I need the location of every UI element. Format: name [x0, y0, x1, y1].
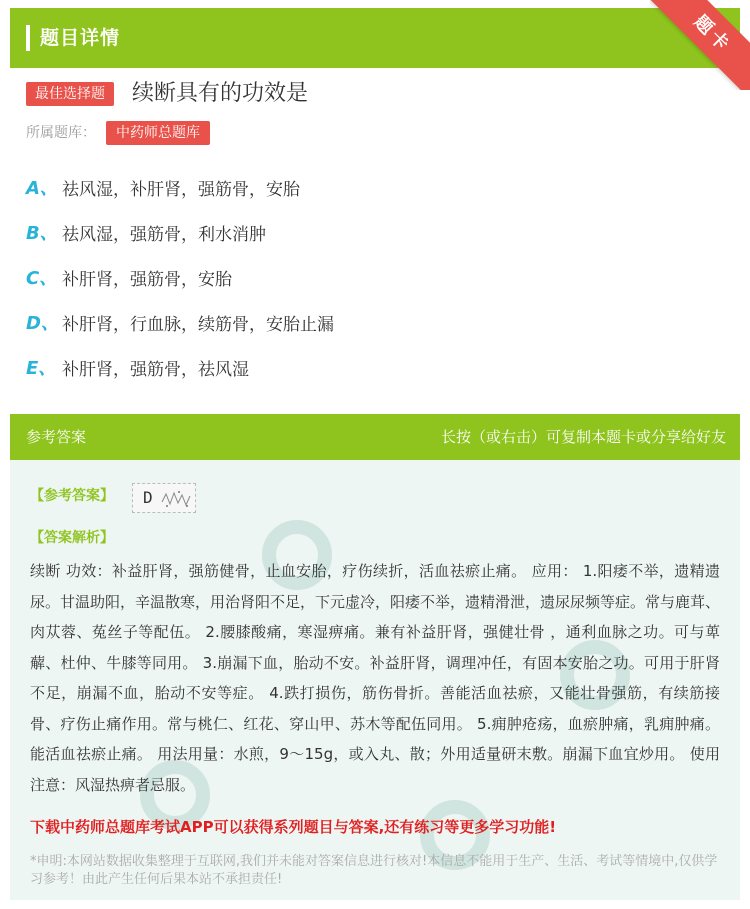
analysis-text: 续断 功效：补益肝肾，强筋健骨，止血安胎，疗伤续折，活血祛瘀止痛。 应用： 1.阳痿不举，遗精遗尿。甘温助阳，辛温散寒，用治肾阳不足，下元虚冷，阳痿不举，遗精滑泄，遗尿尿频等症。常与鹿茸、肉苁蓉、菟丝子等配伍。 2.腰膝酸痛，寒湿痹痛。兼有补益肝肾，强健壮骨 ，通利血脉之功。可与萆薢、杜仲、牛膝等同用。 3.崩漏下血，胎动不安。补益肝肾，调理冲任，有固本安胎之功。可用于肝肾不足，崩漏不血，胎动不安等症。 4.跌打损伤，筋伤骨折。善能活血祛瘀，又能壮骨强筋，有续筋接骨、疗伤止痛作用。常与桃仁、红花、穿山甲、苏木等配伍同用。 5.痈肿疮疡，血瘀肿痛，乳痈肿痛。能活血祛瘀止痛。 用法用量：水煎，9～15g，或入丸、散；外用适量研末敷。崩漏下血宜炒用。 使用注意：风湿热痹者忌服。	[30, 562, 721, 794]
option-a[interactable]	[26, 172, 300, 202]
ribbon-label: 题卡	[689, 11, 736, 58]
bank-label: 所属题库：	[26, 125, 96, 141]
noise-icon	[161, 490, 191, 508]
option-b[interactable]	[26, 217, 266, 247]
option-text: 补肝肾，行血脉，续筋骨，安胎止漏	[62, 314, 334, 335]
option-text: 祛风湿，强筋骨，利水消肿	[62, 224, 266, 245]
app-download-promo[interactable]: 下载中药师总题库考试APP可以获得系列题目与答案,还有练习等更多学习功能!	[30, 818, 557, 836]
option-e[interactable]	[26, 352, 249, 382]
option-text: 补肝肾，强筋骨，安胎	[62, 269, 232, 290]
bank-name-link[interactable]: 中药师总题库	[106, 121, 210, 145]
option-letter: A、	[26, 178, 58, 199]
option-text: 祛风湿，补肝肾，强筋骨，安胎	[62, 179, 300, 200]
answer-value: D	[143, 488, 153, 507]
header-bar	[10, 8, 740, 68]
answer-header-bar	[10, 414, 740, 460]
question-title: 续断具有的功效是	[132, 81, 309, 106]
option-letter: C、	[26, 268, 58, 289]
answer-image	[132, 483, 196, 513]
corner-ribbon	[650, 0, 750, 90]
option-letter: B、	[26, 223, 58, 244]
answer-label: 【参考答案】	[30, 488, 114, 504]
question-type-badge: 最佳选择题	[26, 82, 114, 106]
option-c[interactable]	[26, 262, 232, 292]
analysis-label: 【答案解析】	[30, 530, 114, 546]
option-text: 补肝肾，强筋骨，祛风湿	[62, 359, 249, 380]
option-d[interactable]	[26, 307, 334, 337]
header-accent-mark	[26, 25, 30, 51]
ribbon-band	[650, 0, 750, 90]
option-letter: D、	[26, 313, 59, 334]
answer-bar-title: 参考答案	[26, 428, 87, 446]
share-hint: 长按（或右击）可复制本题卡或分享给好友	[440, 428, 726, 446]
disclaimer-text: *申明:本网站数据收集整理于互联网,我们并未能对答案信息进行核对!本信息不能用于生产、生活、考试等情境中,仅供学习参考！由此产生任何后果本站不承担责任!	[30, 854, 718, 887]
page-title: 题目详情	[40, 27, 121, 49]
option-letter: E、	[26, 358, 57, 379]
